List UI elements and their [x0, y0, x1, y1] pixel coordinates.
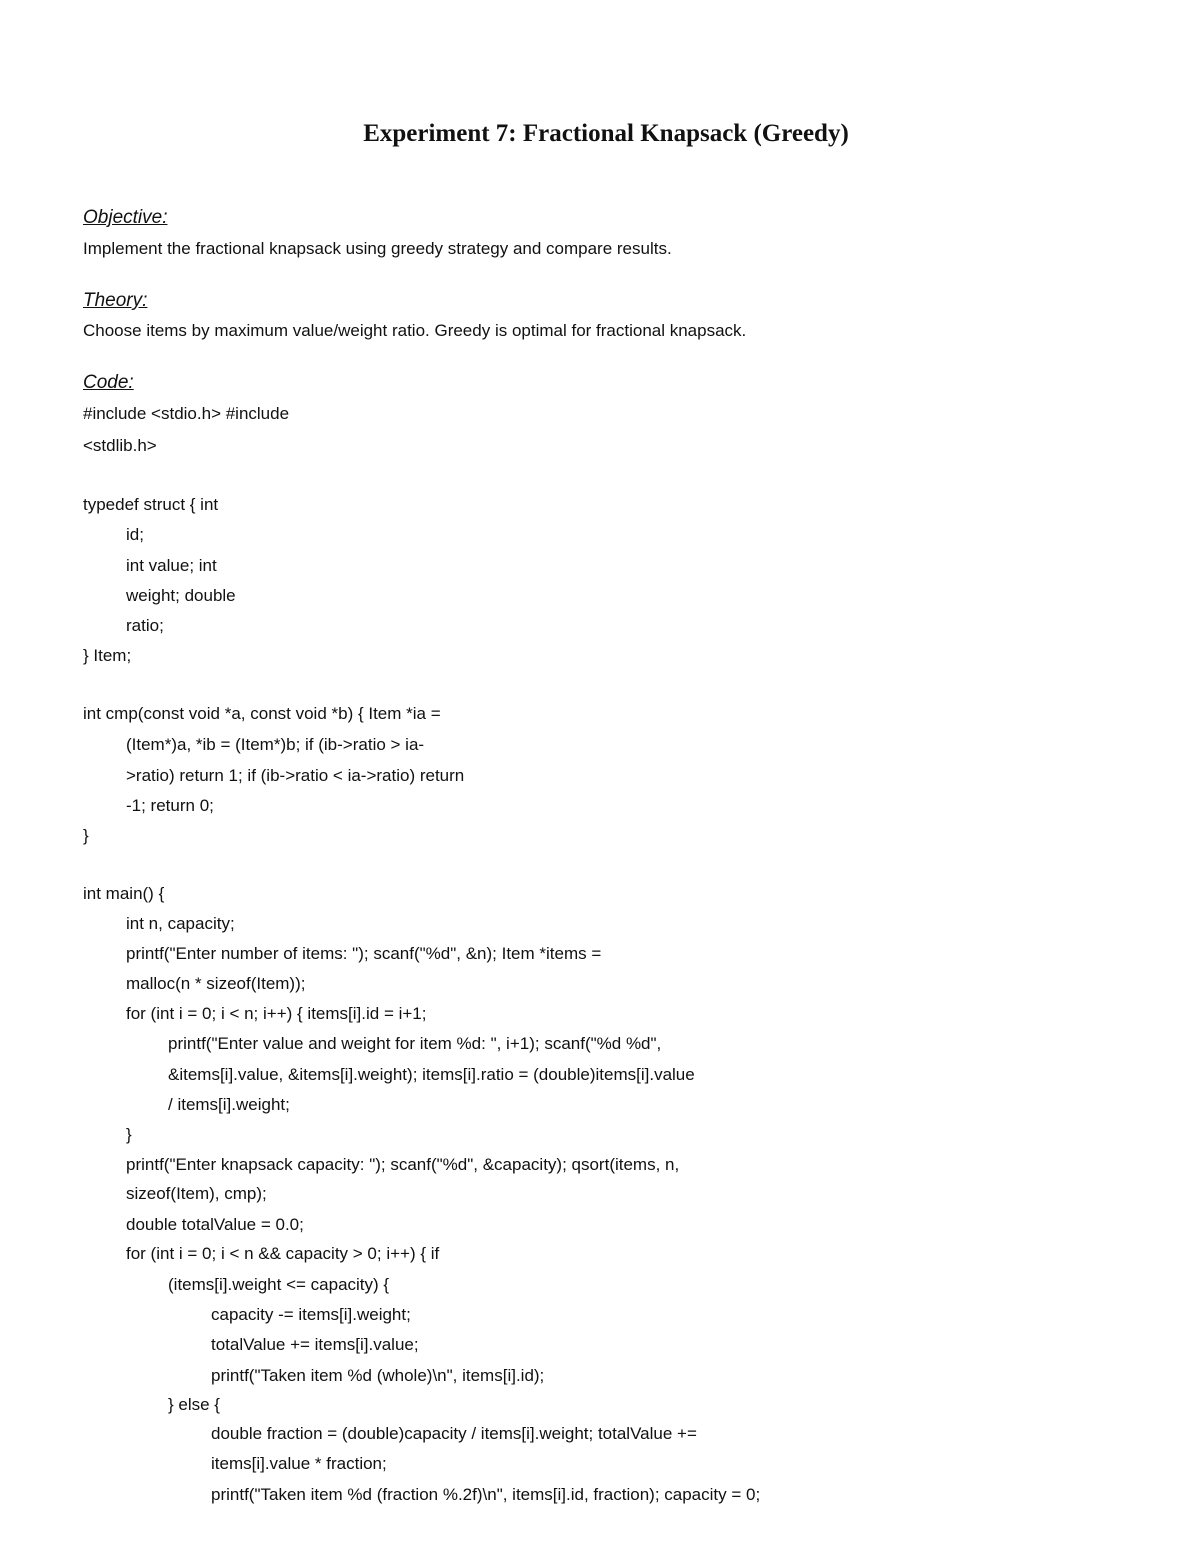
code-line: int n, capacity; [126, 914, 235, 933]
code-line: } [126, 1125, 132, 1144]
code-line: printf("Enter value and weight for item %d: ", i+1); scanf("%d %d", [168, 1034, 662, 1053]
code-line: int main() { [83, 884, 165, 903]
code-line: int cmp(const void *a, const void *b) { Item *ia = [83, 704, 441, 723]
code-line: for (int i = 0; i < n && capacity > 0; i++) { if [126, 1244, 440, 1263]
code-line: (Item*)a, *ib = (Item*)b; if (ib->ratio > ia- [126, 735, 425, 754]
code-line: printf("Taken item %d (fraction %.2f)\n", items[i].id, fraction); capacity = 0; [211, 1485, 761, 1504]
code-line: double fraction = (double)capacity / items[i].weight; totalValue += [211, 1424, 697, 1443]
code-line: totalValue += items[i].value; [211, 1335, 419, 1354]
code-line: malloc(n * sizeof(Item)); [126, 974, 306, 993]
code-line: typedef struct { int [83, 495, 219, 514]
code-line: printf("Enter number of items: "); scanf("%d", &n); Item *items = [126, 944, 602, 963]
code-line: int value; int [126, 556, 217, 575]
code-line: weight; double [126, 586, 236, 605]
code-line: } else { [168, 1395, 220, 1414]
code-line: sizeof(Item), cmp); [126, 1184, 267, 1203]
code-line: ratio; [126, 616, 164, 635]
code-heading: Code: [83, 372, 134, 393]
code-line: (items[i].weight <= capacity) { [168, 1275, 390, 1294]
code-line: printf("Taken item %d (whole)\n", items[i].id); [211, 1366, 545, 1385]
code-line: items[i].value * fraction; [211, 1454, 387, 1473]
code-line: -1; return 0; [126, 796, 214, 815]
objective-heading: Objective: [83, 207, 168, 228]
code-line: for (int i = 0; i < n; i++) { items[i].id = i+1; [126, 1004, 427, 1023]
code-line: / items[i].weight; [168, 1095, 290, 1114]
theory-text: Choose items by maximum value/weight ratio. Greedy is optimal for fractional knapsack. [83, 321, 747, 340]
objective-text: Implement the fractional knapsack using greedy strategy and compare results. [83, 239, 672, 258]
code-line: double totalValue = 0.0; [126, 1215, 304, 1234]
code-line: id; [126, 525, 144, 544]
page-title: Experiment 7: Fractional Knapsack (Greedy) [363, 120, 849, 147]
code-line: } [83, 826, 89, 845]
code-line: printf("Enter knapsack capacity: "); scanf("%d", &capacity); qsort(items, n, [126, 1155, 680, 1174]
code-line: >ratio) return 1; if (ib->ratio < ia->ratio) return [126, 766, 465, 785]
code-line: &items[i].value, &items[i].weight); items[i].ratio = (double)items[i].value [168, 1065, 695, 1084]
code-line: <stdlib.h> [83, 436, 157, 455]
theory-heading: Theory: [83, 290, 148, 311]
code-line: #include <stdio.h> #include [83, 404, 290, 423]
code-line: } Item; [83, 646, 132, 665]
code-line: capacity -= items[i].weight; [211, 1305, 411, 1324]
